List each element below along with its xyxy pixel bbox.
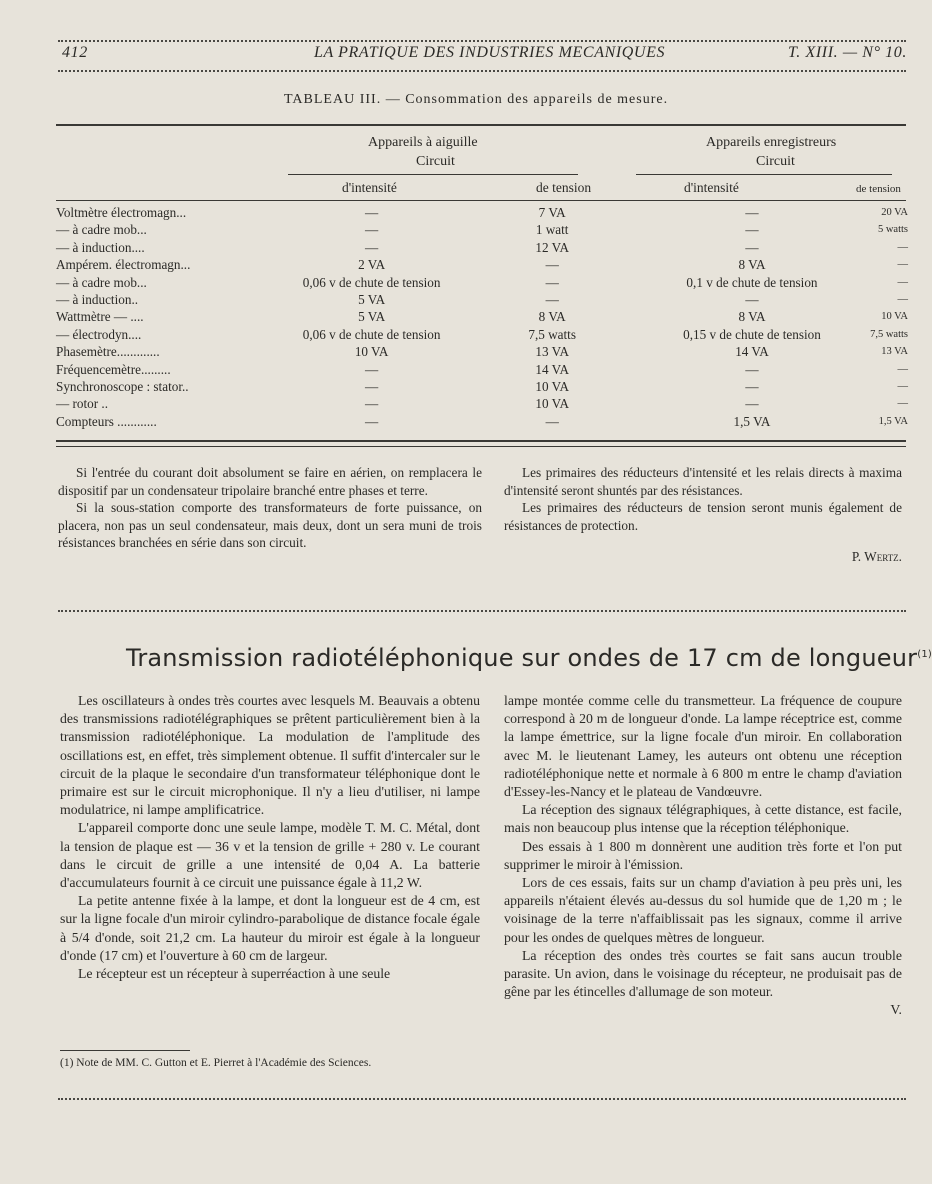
table-group-recorders: Appareils enregistreurs [706,135,837,150]
recorder-intensity-cell: 0,1 v de chute de tension [686,274,818,290]
needle-tension-cell: 1 watt [535,222,569,238]
needle-intensity-cell: 5 VA [358,309,386,325]
prev-article-left-column [58,464,482,552]
needle-intensity-cell: 0,06 v de chute de tension [302,274,441,290]
recorder-tension-cell: 1,5 VA [878,415,908,427]
table-circuit-label-1: Circuit [416,154,455,169]
row-label: — à induction.... [56,239,145,255]
needle-tension-cell: 7 VA [538,205,566,220]
row-label: Ampérem. électromagn... [56,257,191,273]
header-top-dotted-rule [58,40,906,42]
needle-intensity-cell: — [365,222,379,238]
recorder-tension-cell: — [897,294,908,306]
needle-intensity-cell: — [365,413,379,429]
footnote-rule [60,1050,190,1051]
recorder-intensity-cell: 1,5 VA [733,413,771,429]
group2-underline [636,174,892,175]
recorder-intensity-cell: 0,15 v de chute de tension [683,326,821,342]
needle-intensity-cell: — [365,379,379,395]
consumption-table [56,204,908,430]
row-label: Phasemètre............. [56,344,160,360]
prev-left-paragraph-2: Si la sous-station comporte des transformateurs de forte puissance, on placera, non pas un seul condensateur, mais deux, dont un sera muni de trois résistances branchées en série dans son circuit. [58,500,482,551]
row-label: — à cadre mob... [56,222,147,238]
needle-intensity-cell: 10 VA [354,344,389,360]
header-bottom-dotted-rule [58,70,906,72]
row-label: — à induction.. [56,292,139,308]
row-label: Voltmètre électromagn... [56,205,187,220]
needle-tension-cell: 14 VA [535,361,569,377]
table-title: TABLEAU III. — Consommation des appareils de mesure. [284,92,669,107]
article-right-paragraph-2: La réception des signaux télégraphiques, à cette distance, est facile, mais non beaucoup plus intense que la réception téléphonique. [504,802,902,836]
col-head-tension-1: de tension [536,180,592,195]
recorder-intensity-cell: — [745,239,759,255]
table-bottom-rule [56,440,906,442]
article-title-text: Transmission radiotéléphonique sur ondes de 17 cm de longueur [126,644,918,672]
recorder-tension-cell: — [897,259,908,271]
table-top-rule [56,124,906,126]
article-title [126,644,932,672]
article-left-paragraph-2: L'appareil comporte donc une seule lampe, modèle T. M. C. Métal, dont la tension de plaque est — 36 v et la tension de grille + 280 v. Le courant dans le circuit de grille a une intensité de 0,04 A. La batterie d'accumulateurs fournit à ce circuit une puissance égale à 11,2 W. [60,820,480,891]
table-row [56,395,908,412]
row-label: Fréquencemètre......... [56,361,171,377]
table-row [56,274,908,291]
article-right-paragraph-1: lampe montée comme celle du transmetteur. La fréquence de coupure correspond à 20 m de longueur d'onde. La lampe réceptrice est, comme la lampe émettrice, sur la ligne focale d'un miroir. En collaboration avec M. le lieutenant Lamey, les auteurs ont obtenu une réception radiotéléphonique nette et normale à 6 800 m entre le champ d'aviation d'Essey-les-Nancy et le plateau de Vandœuvre. [504,693,902,800]
page-bottom-dotted-rule [58,1098,906,1100]
prev-right-paragraph-2: Les primaires des réducteurs de tension seront munis également de résistances de protection. [504,500,902,533]
footnote: (1) Note de MM. C. Gutton et E. Pierret à l'Académie des Sciences. [60,1057,372,1069]
table-bottom-rule-2 [56,446,906,447]
table-row [56,221,908,238]
col-head-intensite-2: d'intensité [684,180,739,195]
journal-title: LA PRATIQUE DES INDUSTRIES MECANIQUES [314,44,666,61]
recorder-intensity-cell: — [745,205,759,220]
needle-tension-cell: 10 VA [535,379,569,395]
recorder-tension-cell: — [897,276,908,288]
recorder-intensity-cell: — [745,361,759,377]
row-label: Wattmètre — .... [56,309,144,325]
needle-tension-cell: 8 VA [538,309,566,325]
recorder-intensity-cell: 8 VA [738,257,766,273]
needle-intensity-cell: 2 VA [358,257,386,273]
table-circuit-label-2: Circuit [756,154,795,169]
table-row [56,256,908,273]
volume-number: T. XIII. — N° 10. [788,44,907,61]
table-row [56,326,908,343]
recorder-tension-cell: 10 VA [881,311,908,323]
recorder-intensity-cell: — [745,222,759,238]
article-right-paragraph-5: La réception des ondes très courtes se fait sans aucun trouble parasite. Un avion, dans le voisinage du récepteur, ne produisait pas de gêne par les étincelles d'allumage de son moteur. [504,947,902,1000]
article-separator-rule [58,610,906,612]
page-number: 412 [62,44,88,61]
needle-tension-cell: 13 VA [535,344,569,360]
recorder-tension-cell: — [897,398,908,410]
table-row [56,343,908,360]
recorder-intensity-cell: — [745,292,759,308]
article-left-paragraph-1: Les oscillateurs à ondes très courtes avec lesquels M. Beauvais a obtenu des transmissions radiotélégraphiques se prêtent particulièrement bien à la transmission radiotéléphonique. La modulation de l'amplitude des oscillations est, en effet, très simplement obtenue. Il suffit d'intercaler sur le circuit de la plaque le secondaire d'un transformateur téléphonique dont le primaire est sur le circuit microphonique. Il n'y a lieu d'utiliser, ni lampe modulatrice, ni lampe amplificatrice. [60,693,480,818]
group1-underline [288,174,578,175]
needle-intensity-cell: — [365,361,379,377]
recorder-tension-cell: — [897,363,908,375]
table-group-needle: Appareils à aiguille [368,135,478,150]
recorder-intensity-cell: — [745,396,759,412]
table-row [56,308,908,325]
article-signature: V. [890,1002,902,1018]
table-row [56,361,908,378]
prev-article-signature: P. Wertz. [851,549,902,565]
table-row [56,378,908,395]
title-footnote-mark: (1) [917,649,932,660]
table-row [56,239,908,256]
col-head-intensite-1: d'intensité [342,180,397,195]
needle-intensity-cell: 0,06 v de chute de tension [302,326,441,342]
needle-tension-cell: — [545,413,559,429]
recorder-tension-cell: — [897,381,908,393]
recorder-intensity-cell: 8 VA [738,309,766,325]
row-label: — électrodyn.... [56,326,142,342]
recorder-tension-cell: 7,5 watts [870,328,908,340]
needle-intensity-cell: — [365,396,379,412]
needle-intensity-cell: — [365,239,379,255]
row-label: Synchronoscope : stator.. [56,379,189,395]
row-label: — à cadre mob... [56,274,147,290]
recorder-intensity-cell: — [745,379,759,395]
needle-intensity-cell: — [365,205,379,220]
prev-article-right-column [504,464,902,566]
needle-tension-cell: — [545,292,559,308]
prev-right-paragraph-1: Les primaires des réducteurs d'intensité et les relais directs à maxima d'intensité seront shuntés par des résistances. [504,465,902,498]
needle-tension-cell: 7,5 watts [528,326,576,342]
table-head-rule [56,200,906,201]
col-head-tension-2: de tension [856,183,901,195]
row-label: Compteurs ............ [56,413,157,429]
row-label: — rotor .. [56,396,109,412]
recorder-intensity-cell: 14 VA [735,344,769,360]
article-left-column [60,692,480,983]
table-row [56,291,908,308]
recorder-tension-cell: 5 watts [877,224,908,236]
article-right-column [504,692,902,1020]
article-right-paragraph-3: Des essais à 1 800 m donnèrent une audition très forte et l'on put supprimer le miroir à l'émission. [504,838,902,872]
recorder-tension-cell: 20 VA [881,207,908,218]
recorder-tension-cell: — [897,241,908,253]
article-right-paragraph-4: Lors de ces essais, faits sur un champ d'aviation à peu près uni, les appareils n'étaient élevés au-dessus du sol humide que de 1,20 m ; le voisinage de la terre n'affaiblissait pas les signaux, comme il arrive pour les ondes de quelques mètres de longueur. [504,875,902,945]
article-left-paragraph-4: Le récepteur est un récepteur à superréaction à une seule [78,966,391,982]
needle-intensity-cell: 5 VA [358,292,386,308]
article-left-paragraph-3: La petite antenne fixée à la lampe, et dont la longueur est de 4 cm, est sur la ligne focale d'un miroir cylindro-parabolique de distance focale égale à 5/4 d'onde, soit 21,2 cm. La hauteur du miroir est égale à la longueur d'onde (17 cm) et l'ouverture à 60 cm de largeur. [60,893,480,963]
prev-left-paragraph-1: Si l'entrée du courant doit absolument se faire en aérien, on remplacera le dispositif par un condensateur tripolaire branché entre phases et terre. [58,465,482,498]
needle-tension-cell: 12 VA [535,239,569,255]
table-row [56,413,908,430]
needle-tension-cell: — [545,274,559,290]
needle-tension-cell: 10 VA [535,396,569,412]
table-row [56,204,908,221]
needle-tension-cell: — [545,257,559,273]
recorder-tension-cell: 13 VA [881,346,908,358]
